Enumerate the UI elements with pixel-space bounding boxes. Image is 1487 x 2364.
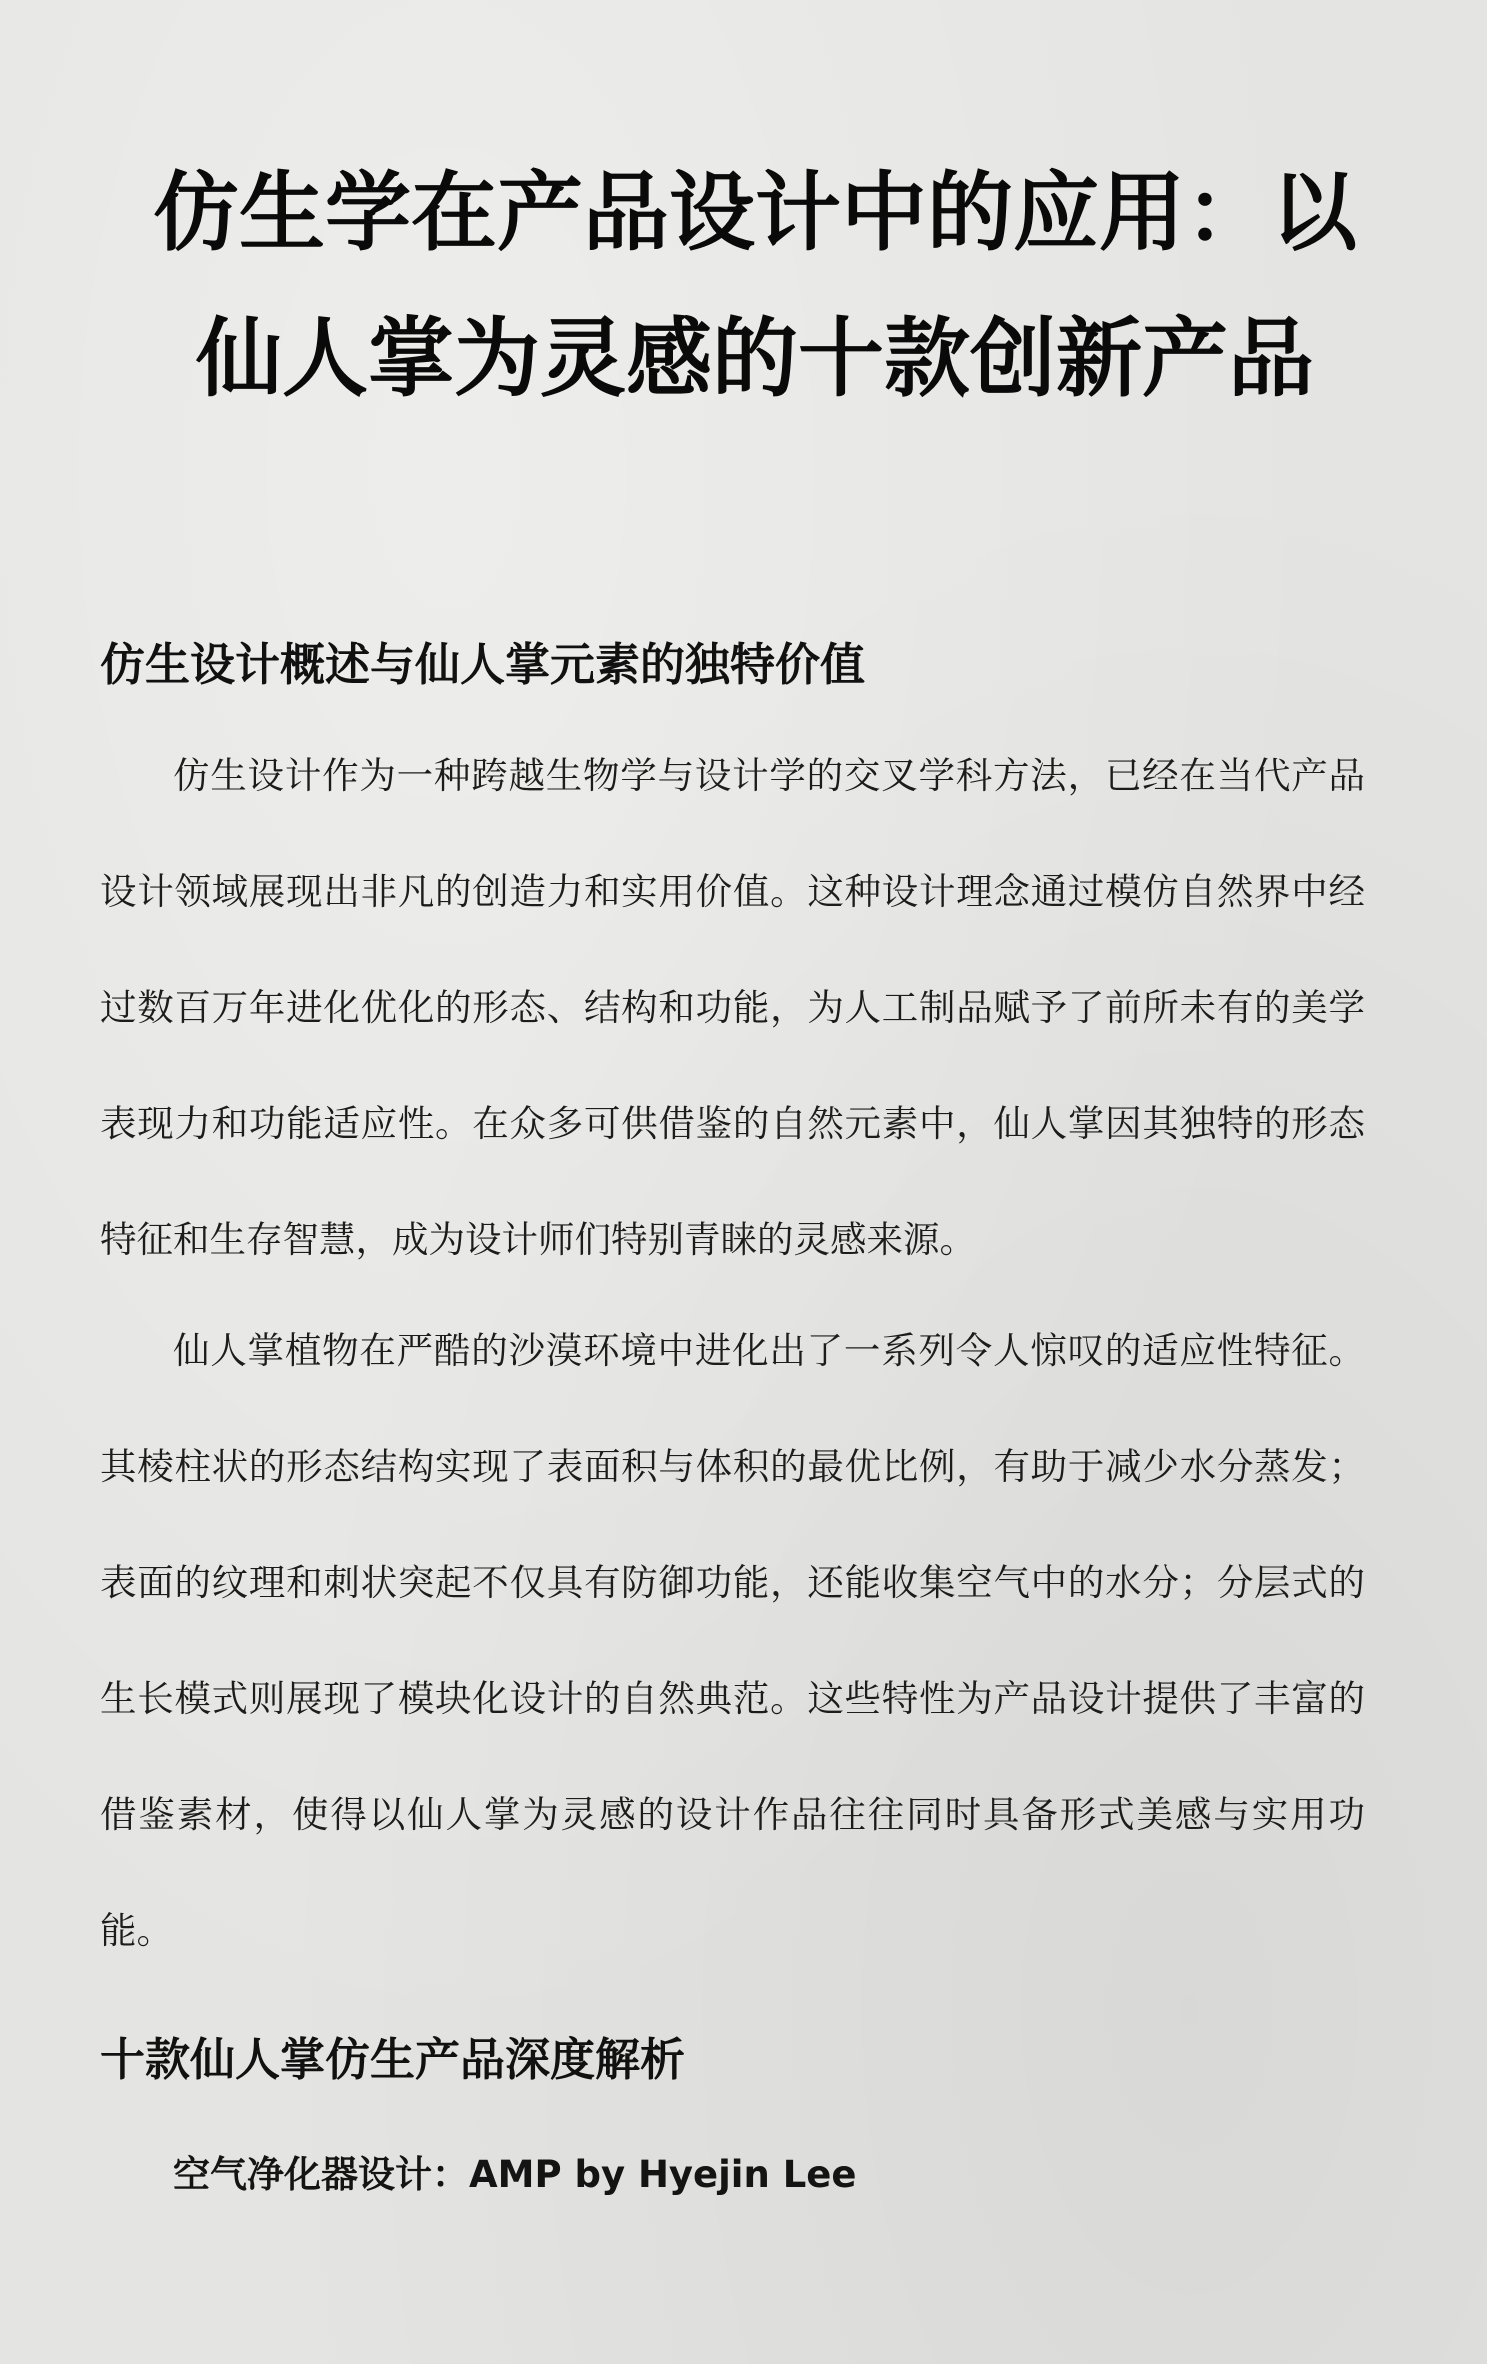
page-title: 仿生学在产品设计中的应用：以仙人掌为灵感的十款创新产品	[153, 163, 1357, 409]
paragraph-intro: 仿生设计作为一种跨越生物学与设计学的交叉学科方法，已经在当代产品设计领域展现出非凡的创造力和实用价值。这种设计理念通过模仿自然界中经过数百万年进化优化的形态、结构和功能，为人工制品赋予了前所未有的美学表现力和功能适应性。在众多可供借鉴的自然元素中，仙人掌因其独特的形态特征和生存智慧，成为设计师们特别青睐的灵感来源。	[100, 754, 1365, 1261]
section-heading-products: 十款仙人掌仿生产品深度解析	[100, 2033, 686, 2086]
subheading-air-purifier: 空气净化器设计：AMP by Hyejin Lee	[173, 2153, 857, 2196]
paragraph-cactus-features: 仙人掌植物在严酷的沙漠环境中进化出了一系列令人惊叹的适应性特征。其棱柱状的形态结构实现了表面积与体积的最优比例，有助于减少水分蒸发；表面的纹理和刺状突起不仅具有防御功能，还能收集空气中的水分；分层式的生长模式则展现了模块化设计的自然典范。这些特性为产品设计提供了丰富的借鉴素材，使得以仙人掌为灵感的设计作品往往同时具备形式美感与实用功能。	[100, 1329, 1365, 1952]
section-heading-overview: 仿生设计概述与仙人掌元素的独特价值	[100, 638, 866, 691]
